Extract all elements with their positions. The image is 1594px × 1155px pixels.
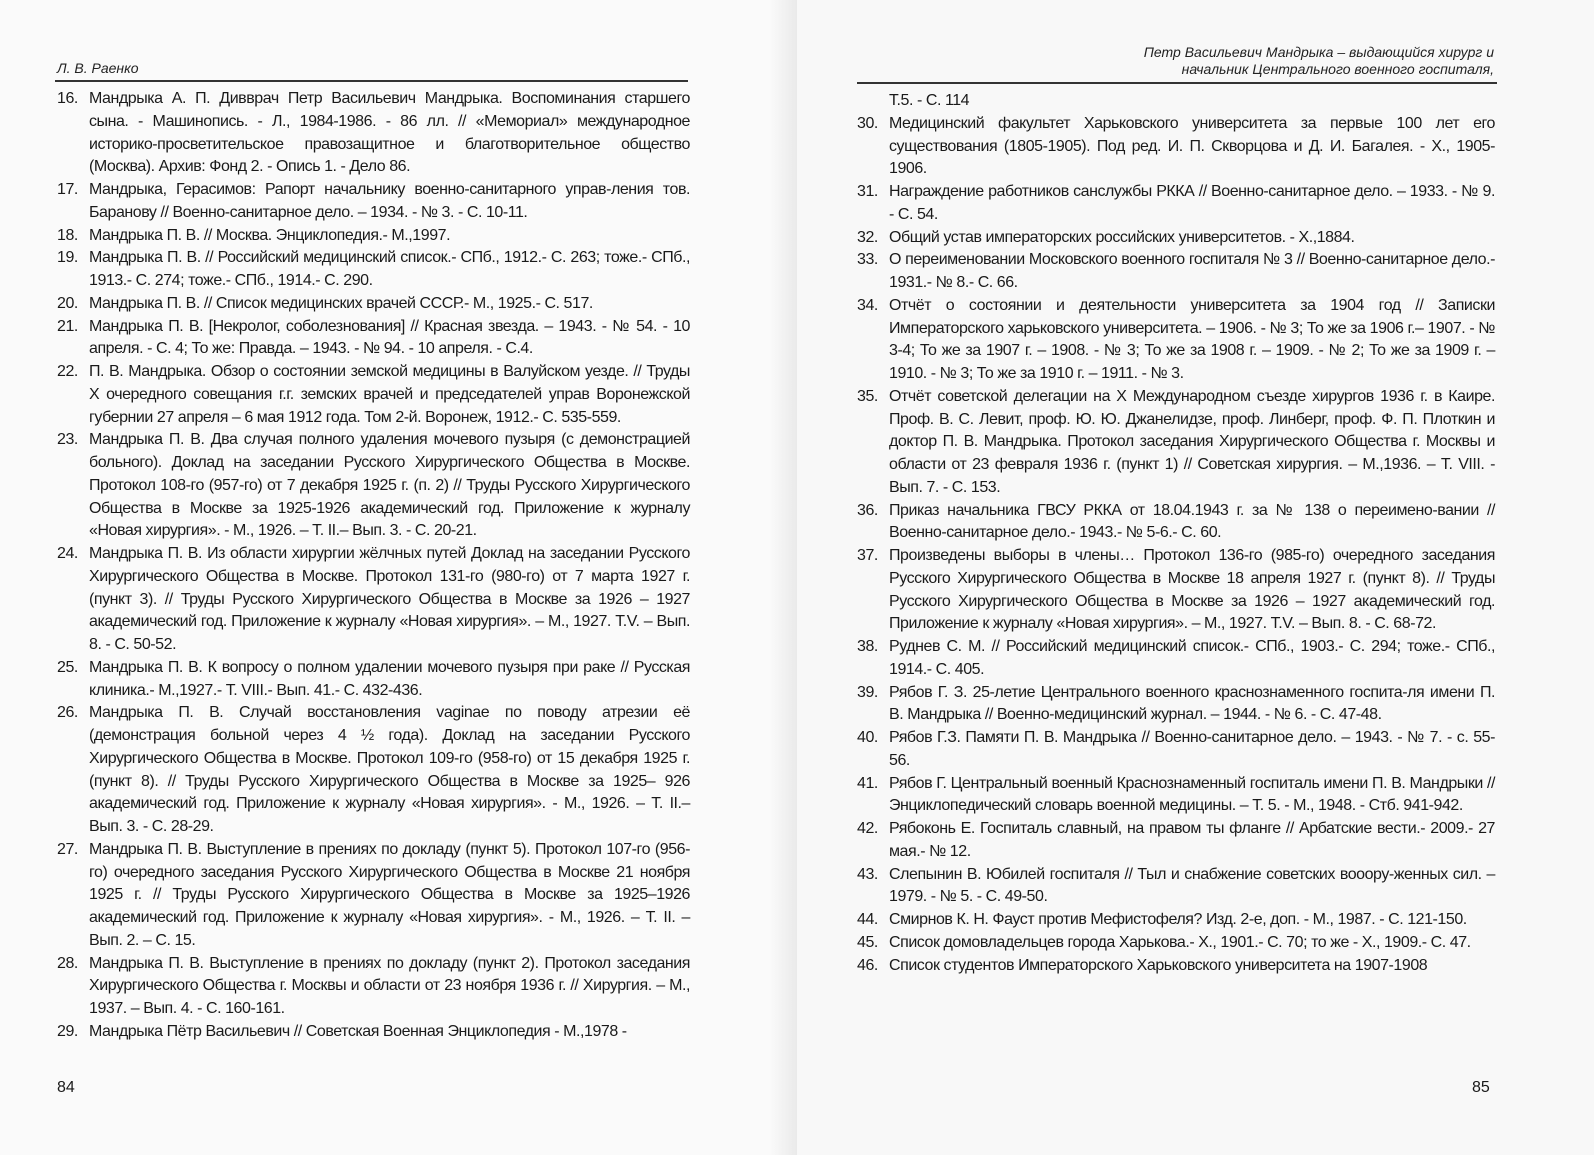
reference-item bbox=[57, 225, 690, 248]
reference-item bbox=[57, 247, 690, 293]
reference-number: 18. bbox=[57, 226, 78, 244]
reference-text: Мандрыка П. В. // Список медицинских врачей СССР.- М., 1925.- С. 517. bbox=[89, 294, 593, 312]
reference-text: Рябоконь Е. Госпиталь славный, на правом ты фланге // Арбатские вести.- 2009.- 27 мая.- № 12. bbox=[889, 820, 1495, 860]
reference-number: 37. bbox=[857, 547, 878, 564]
reference-number: 33. bbox=[857, 251, 878, 269]
reference-number: 17. bbox=[57, 181, 78, 198]
reference-number: 23. bbox=[57, 431, 78, 449]
reference-text: Мандрыка П. В. // Российский медицинский список.- СПб., 1912.- С. 263; тоже.- СПб., 1913.- С. 274; тоже.- СПб., 1914.- С. 290. bbox=[89, 249, 690, 289]
reference-number: 32. bbox=[857, 228, 878, 246]
reference-text: Мандрыка, Герасимов: Рапорт начальнику военно-санитарного управ-ления тов. Баранову // Военно-санитарное дело. – 1934. - № 3. - С. 10-11. bbox=[89, 181, 690, 221]
reference-item bbox=[857, 227, 1495, 250]
reference-item bbox=[857, 932, 1495, 955]
reference-item bbox=[57, 88, 690, 179]
reference-number: 30. bbox=[857, 114, 878, 132]
reference-item bbox=[57, 361, 690, 429]
reference-text: Приказ начальника ГВСУ РККА от 18.04.1943 г. за № 138 о переимено-вании // Военно-санитарное дело.- 1943.- № 5-6.- С. 60. bbox=[889, 501, 1495, 542]
reference-item bbox=[857, 818, 1495, 864]
reference-text: О переименовании Московского военного госпиталя № 3 // Военно-санитарное дело.- 1931.- № 8.- С. 66. bbox=[889, 251, 1495, 291]
reference-item bbox=[857, 181, 1495, 227]
reference-item bbox=[57, 1021, 690, 1044]
page-number: 85 bbox=[1472, 1079, 1490, 1096]
reference-number: 38. bbox=[857, 638, 878, 655]
reference-text: Рябов Г. Центральный военный Краснознаменный госпиталь имени П. В. Мандрыки // Энциклопедический словарь военной медицины. – Т. 5. - М., 1948. - Стб. 941-942. bbox=[889, 774, 1495, 815]
reference-text: Отчёт советской делегации на X Международном съезде хирургов 1936 г. в Каире. Проф. В. С. Левит, проф. Ю. Ю. Джанелидзе, проф. Линберг, проф. Ф. П. Плоткин и доктор П. В. Мандрыка. Протокол заседания Хирургического Общества г. Москвы и области от 23 февраля 1936 г. (пункт 1) // Советская хирургия. – М.,1936. – Т. VIII. - Вып. 7. - С. 153. bbox=[889, 387, 1495, 496]
reference-text: Мандрыка П. В. Выступление в прениях по докладу (пункт 5). Протокол 107-го (956-го) очередного заседания Русского Хирургического Общества в Москве 21 ноября 1925 г. // Труды Русского Хирургического Общества в Москве за 1925–1926 академический год. Приложение к журналу «Новая хирургия». - М., 1926. – Т. II. – Вып. 2. – С. 15. bbox=[89, 840, 690, 949]
reference-number: 26. bbox=[57, 704, 78, 722]
reference-item bbox=[857, 249, 1495, 295]
reference-number: 46. bbox=[857, 956, 878, 974]
header-rule bbox=[857, 82, 1497, 84]
reference-text: Награждение работников санслужбы РККА // Военно-санитарное дело. – 1933. - № 9. - С. 54. bbox=[889, 183, 1495, 223]
reference-item bbox=[857, 909, 1495, 932]
reference-item bbox=[857, 864, 1495, 910]
reference-item bbox=[857, 295, 1495, 386]
reference-text: Мандрыка П. В. Два случая полного удаления мочевого пузыря (с демонстрацией больного). Доклад на заседании Русского Хирургического Общества в Москве. Протокол 108-го (957-го) от 7 декабря 1925 г. (п. 2) // Труды Русского Хирургического Общества в Москве за 1925-1926 академический год. Приложение к журналу «Новая хирургия». - М., 1926. – Т. II.– Вып. 3. - С. 20-21. bbox=[89, 431, 690, 540]
reference-item bbox=[57, 316, 690, 362]
reference-text: Руднев С. М. // Российский медицинский список.- СПб., 1903.- С. 294; тоже.- СПб., 1914.- С. 405. bbox=[889, 638, 1495, 678]
reference-text: Мандрыка А. П. Дивврач Петр Васильевич Мандрыка. Воспоминания старшего сына. - Машинопись. - Л., 1984-1986. - 86 лл. // «Мемориал» международное историко-просветительское правозащитное и благотворительное общество (Москва). Архив: Фонд 2. - Опись 1. - Дело 86. bbox=[89, 90, 690, 176]
reference-number: 40. bbox=[857, 729, 878, 746]
reference-text: Рябов Г.З. Памяти П. В. Мандрыка // Военно-санитарное дело. – 1943. - № 7. - с. 55-56. bbox=[889, 729, 1495, 769]
reference-item bbox=[857, 545, 1495, 636]
running-head-author: Л. В. Раенко bbox=[57, 60, 139, 76]
reference-number: 24. bbox=[57, 545, 78, 562]
reference-number: 25. bbox=[57, 658, 78, 676]
running-head-line: начальник Центрального военного госпиталя, bbox=[1181, 61, 1494, 77]
reference-continuation: Т.5. - С. 114 bbox=[889, 92, 970, 109]
reference-item bbox=[57, 702, 690, 839]
reference-item bbox=[857, 500, 1495, 546]
reference-item bbox=[857, 727, 1495, 773]
reference-text: Отчёт о состоянии и деятельности университета за 1904 год // Записки Императорского харьковского университета. – 1906. - № 3; То же за 1906 г.– 1907. - № 3-4; То же за 1907 г. – 1908. - № 3; То же за 1908 г. – 1909. - № 2; То же за 1909 г. – 1910. - № 3; То же за 1910 г. – 1911. - № 3. bbox=[889, 296, 1495, 382]
reference-number: 42. bbox=[857, 820, 878, 837]
reference-text: Мандрыка П. В. Из области хирургии жёлчных путей Доклад на заседании Русского Хирургического Общества в Москве. Протокол 131-го (980-го) от 7 марта 1927 г. (пункт 3). // Труды Русского Хирургического Общества в Москве за 1926 – 1927 академический год. Приложение к журналу «Новая хирургия». – М., 1927. T.V. – Вып. 8. - С. 50-52. bbox=[89, 545, 690, 653]
reference-number: 39. bbox=[857, 683, 878, 701]
reference-text: Мандрыка П. В. // Москва. Энциклопедия.- М.,1997. bbox=[89, 226, 451, 244]
reference-text: Список студентов Императорского Харьковского университета на 1907-1908 bbox=[889, 956, 1428, 974]
reference-number: 20. bbox=[57, 294, 78, 312]
page-number: 84 bbox=[57, 1079, 75, 1096]
reference-item bbox=[857, 386, 1495, 500]
reference-number: 36. bbox=[857, 501, 878, 519]
reference-list bbox=[57, 88, 690, 1044]
reference-number: 34. bbox=[857, 296, 878, 314]
reference-item bbox=[57, 293, 690, 316]
reference-item bbox=[57, 657, 690, 703]
running-head-title bbox=[1144, 44, 1494, 78]
reference-text: Медицинский факультет Харьковского университета за первые 100 лет его существования (1805-1905). Под ред. И. П. Скворцова и Д. И. Багалея. - Х., 1905-1906. bbox=[889, 114, 1495, 178]
reference-text: П. В. Мандрыка. Обзор о состоянии земской медицины в Валуйском уезде. // Труды X очередного совещания г.г. земских врачей и председателей управ Воронежской губернии 27 апреля – 6 мая 1912 года. Том 2-й. Воронеж, 1912.- С. 535-559. bbox=[89, 363, 690, 426]
header-rule bbox=[55, 80, 688, 82]
right-page bbox=[797, 0, 1594, 1155]
reference-text: Мандрыка П. В. Случай восстановления vaginae по поводу атрезии её (демонстрация больной через 4 ½ года). Доклад на заседании Русского Хирургического Общества в Москве. Протокол 109-го (958-го) от 15 декабря 1925 г. (пункт 8). // Труды Русского Хирургического Общества в Москве за 1925– 926 академический год. Приложение к журналу «Новая хирургия». - М., 1926. – Т. II.– Вып. 3. - С. 28-29. bbox=[89, 704, 690, 835]
reference-text: Рябов Г. З. 25-летие Центрального военного краснознаменного госпита-ля имени П. В. Мандрыка // Военно-медицинский журнал. – 1944. - № 6. - С. 47-48. bbox=[889, 683, 1495, 724]
reference-item bbox=[57, 953, 690, 1021]
reference-text: Общий устав императорских российских университетов. - Х.,1884. bbox=[889, 228, 1355, 246]
reference-item bbox=[57, 429, 690, 543]
reference-text: Список домовладельцев города Харькова.- Х., 1901.- С. 70; то же - Х., 1909.- С. 47. bbox=[889, 933, 1471, 951]
reference-number: 28. bbox=[57, 954, 78, 972]
reference-text: Мандрыка П. В. [Некролог, соболезнования] // Красная звезда. – 1943. - № 54. - 10 апреля. - С. 4; То же: Правда. – 1943. - № 94. - 10 апреля. - С.4. bbox=[89, 317, 690, 358]
reference-item bbox=[857, 682, 1495, 728]
reference-number: 27. bbox=[57, 840, 78, 858]
reference-item bbox=[57, 839, 690, 953]
reference-text: Мандрыка Пётр Васильевич // Советская Военная Энциклопедия - М.,1978 - bbox=[89, 1022, 627, 1040]
reference-number: 29. bbox=[57, 1022, 78, 1040]
reference-number: 44. bbox=[857, 911, 878, 928]
reference-number: 19. bbox=[57, 249, 78, 267]
reference-number: 45. bbox=[857, 933, 878, 951]
reference-number: 22. bbox=[57, 363, 78, 380]
reference-number: 35. bbox=[857, 387, 878, 405]
reference-text: Произведены выборы в члены… Протокол 136-го (985-го) очередного заседания Русского Хирургического Общества в Москве 18 апреля 1927 г. (пункт 8). // Труды Русского Хирургического Общества в Москве за 1926 – 1927 академический год. Приложение к журналу «Новая хирургия». – М., 1927. T.V. – Вып. 8. - С. 68-72. bbox=[889, 547, 1495, 633]
reference-item bbox=[857, 636, 1495, 682]
reference-number: 41. bbox=[857, 774, 878, 792]
reference-item bbox=[857, 113, 1495, 181]
reference-text: Мандрыка П. В. К вопросу о полном удалении мочевого пузыря при раке // Русская клиника.- М.,1927.- Т. VIII.- Вып. 41.- С. 432-436. bbox=[89, 658, 690, 699]
reference-text: Слепынин В. Юбилей госпиталя // Тыл и снабжение советских вооору-женных сил. – 1979. - № 5. - С. 49-50. bbox=[889, 865, 1495, 906]
reference-text: Мандрыка П. В. Выступление в прениях по докладу (пункт 2). Протокол заседания Хирургического Общества г. Москвы и области от 23 ноября 1936 г. // Хирургия. – М., 1937. – Вып. 4. - С. 160-161. bbox=[89, 954, 690, 1017]
reference-item bbox=[857, 955, 1495, 978]
reference-item bbox=[57, 179, 690, 225]
reference-item bbox=[57, 543, 690, 657]
reference-number: 31. bbox=[857, 183, 878, 200]
reference-list bbox=[857, 90, 1495, 977]
running-head-line: Петр Васильевич Мандрыка – выдающийся хирург и bbox=[1143, 44, 1494, 60]
reference-item bbox=[857, 773, 1495, 819]
reference-text: Смирнов К. Н. Фауст против Мефистофеля? Изд. 2-е, доп. - М., 1987. - С. 121-150. bbox=[889, 911, 1467, 928]
reference-number: 43. bbox=[857, 865, 878, 883]
reference-number: 21. bbox=[57, 317, 78, 335]
reference-number: 16. bbox=[57, 90, 78, 107]
